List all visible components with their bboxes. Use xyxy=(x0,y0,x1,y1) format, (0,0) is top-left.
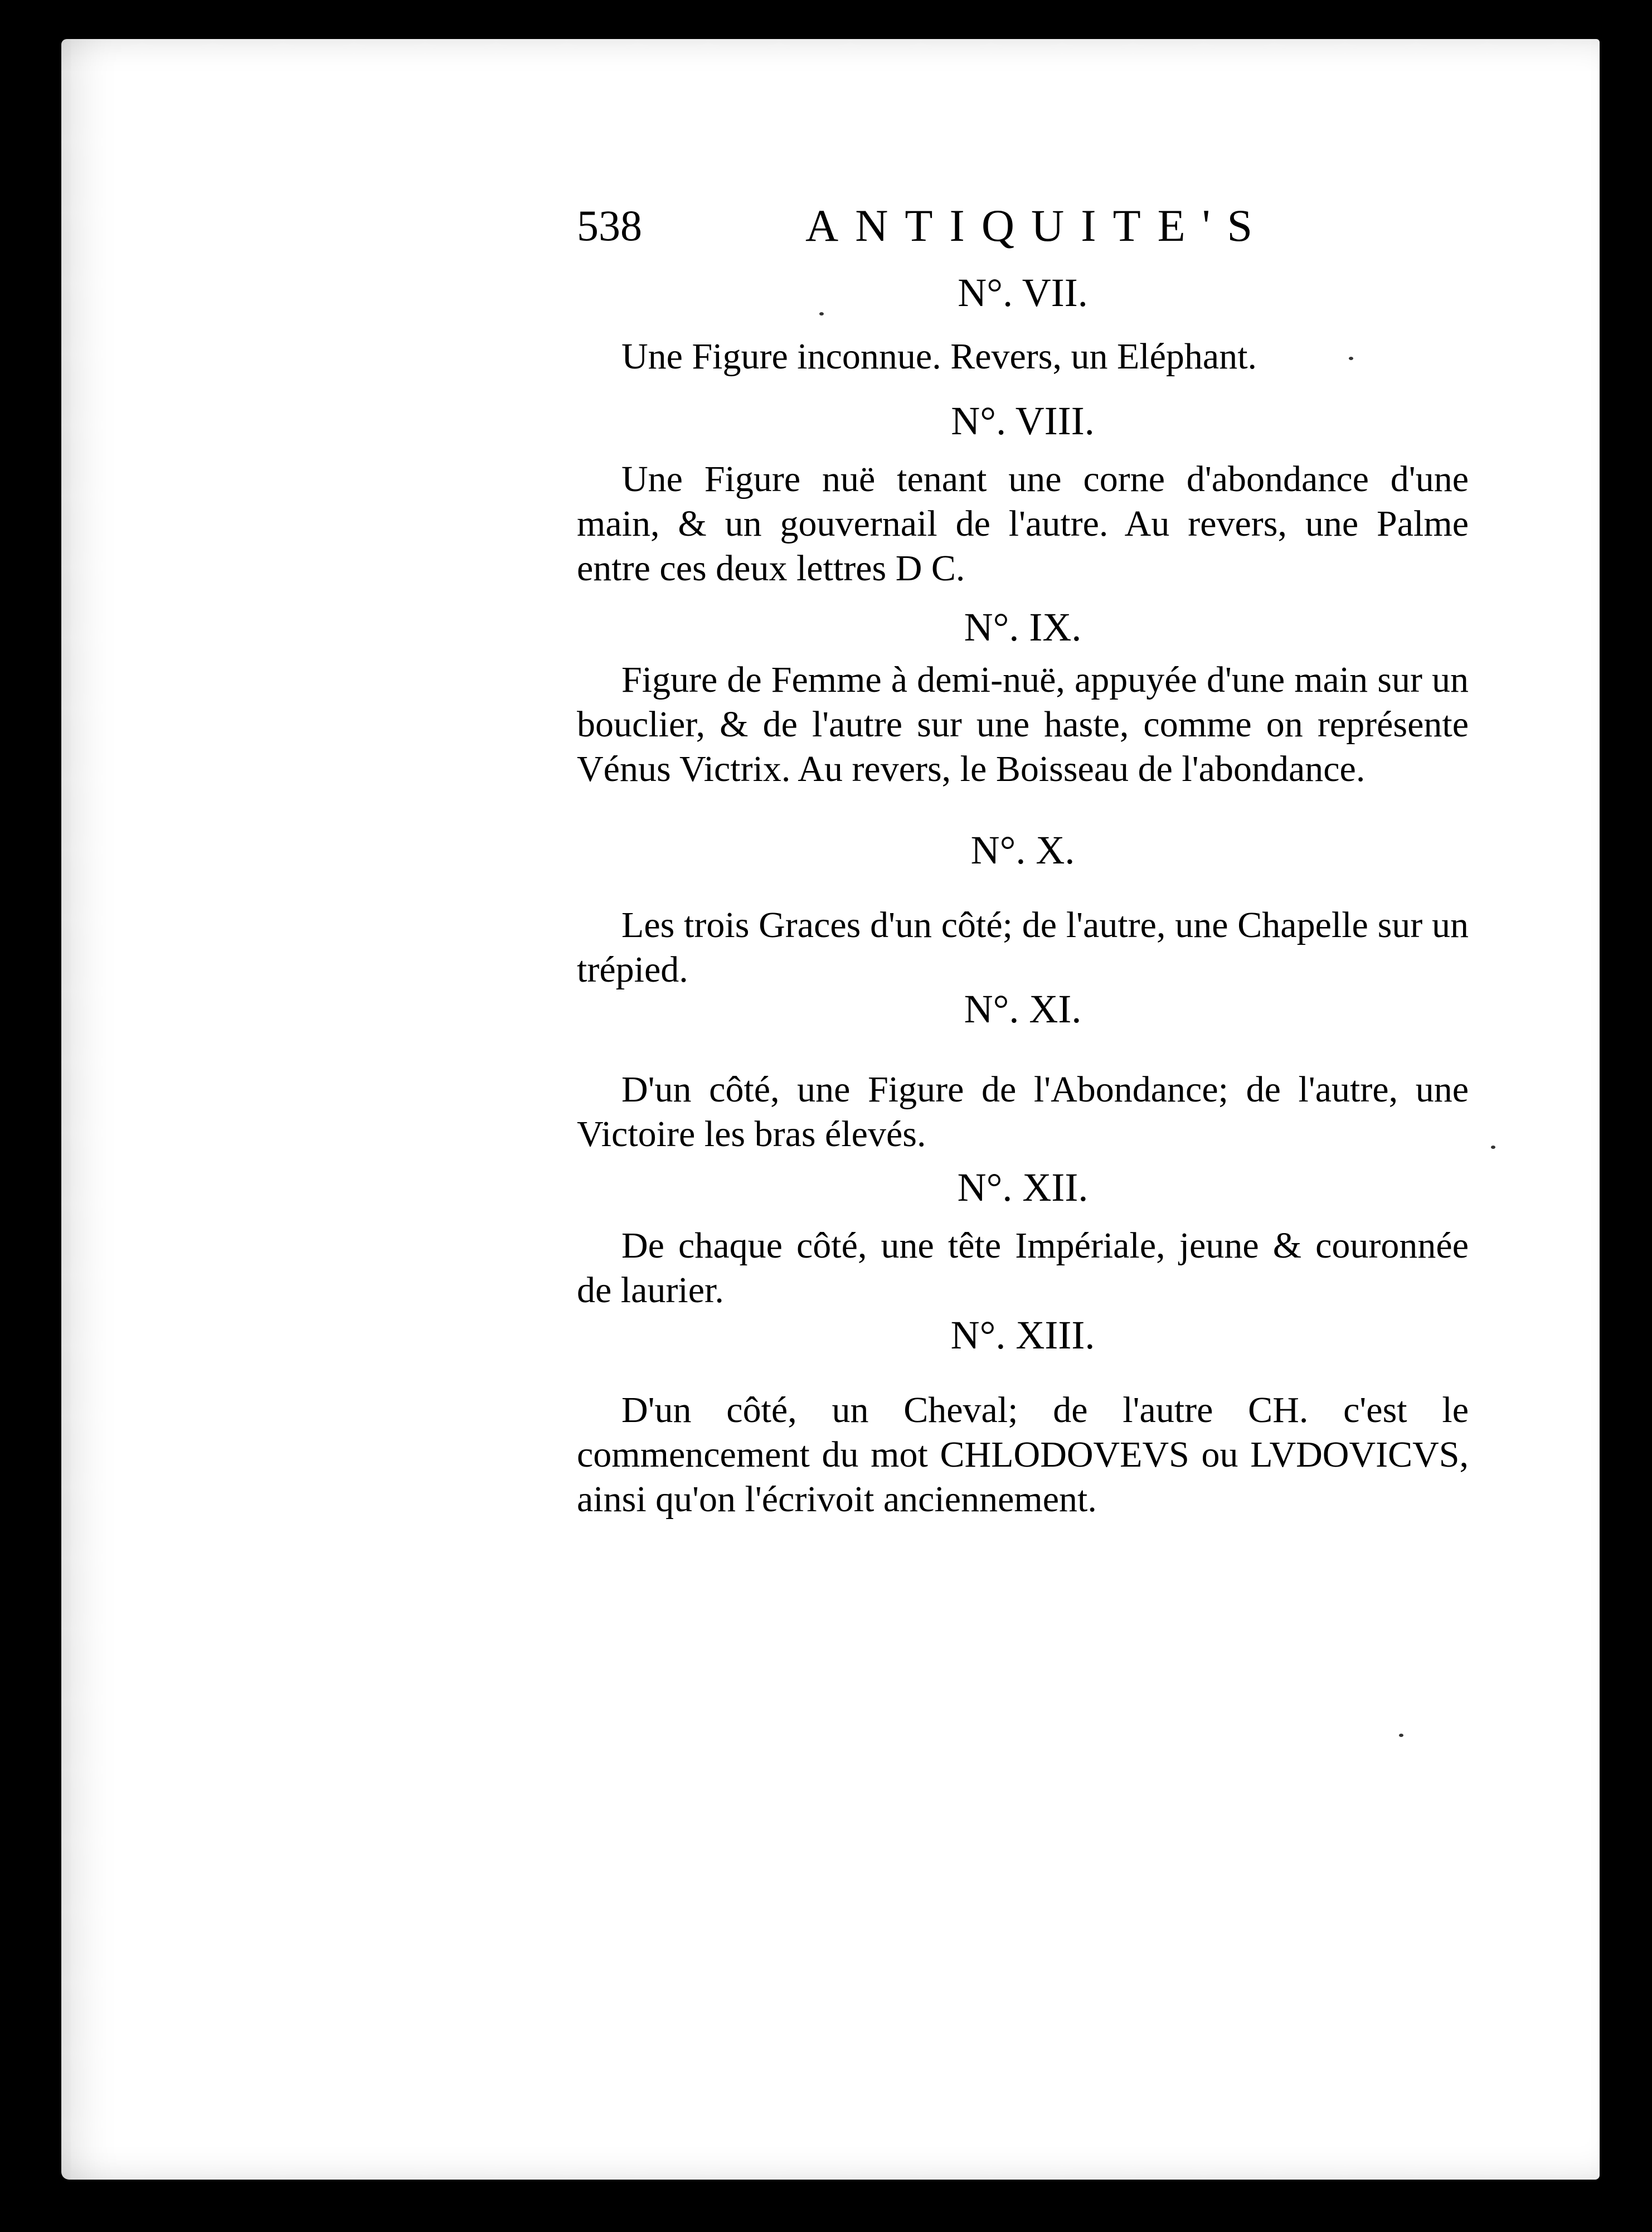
entry-heading-vii: N°. VII. xyxy=(958,270,1088,315)
entry-text-vii: Une Figure inconnue. Revers, un Eléphant. xyxy=(621,336,1257,377)
entry-heading-xii: N°. XII. xyxy=(957,1165,1089,1210)
entry-heading-ix: N°. IX. xyxy=(964,605,1082,649)
entry-heading-viii: N°. VIII. xyxy=(951,399,1095,443)
ink-speck xyxy=(1349,357,1353,360)
entry-text-x: Les trois Graces d'un côté; de l'autre, une Chapelle sur un trépied. xyxy=(577,905,1469,990)
entry-heading-xiii: N°. XIII. xyxy=(950,1313,1095,1357)
entry-heading-x: N°. X. xyxy=(970,828,1075,872)
ink-speck xyxy=(1491,1146,1495,1149)
entry-text-xii: De chaque côté, une tête Impériale, jeune & couronnée de laurier. xyxy=(577,1225,1469,1311)
ink-speck xyxy=(1399,1734,1403,1737)
page-number: 538 xyxy=(577,201,642,250)
running-header xyxy=(577,195,1271,256)
entry-heading-xi: N°. XI. xyxy=(964,987,1082,1031)
running-title: ANTIQUITE'S xyxy=(805,200,1270,251)
entry-text-xiii: D'un côté, un Cheval; de l'autre CH. c'est le commencement du mot CHLODOVEVS ou LVDOVICVS, ainsi qu'on l'écrivoit anciennement. xyxy=(577,1390,1469,1520)
entry-text-viii: Une Figure nuë tenant une corne d'abondance d'une main, & un gouvernail de l'autre. Au revers, une Palme entre ces deux lettres D C. xyxy=(577,459,1469,589)
ink-speck xyxy=(819,312,824,316)
entry-text-ix: Figure de Femme à demi-nuë, appuyée d'une main sur un bouclier, & de l'autre sur une haste, comme on représente Vénus Victrix. Au revers, le Boisseau de l'abondance. xyxy=(577,659,1469,789)
entry-text-xi: D'un côté, une Figure de l'Abondance; de l'autre, une Victoire les bras élevés. xyxy=(577,1069,1469,1154)
